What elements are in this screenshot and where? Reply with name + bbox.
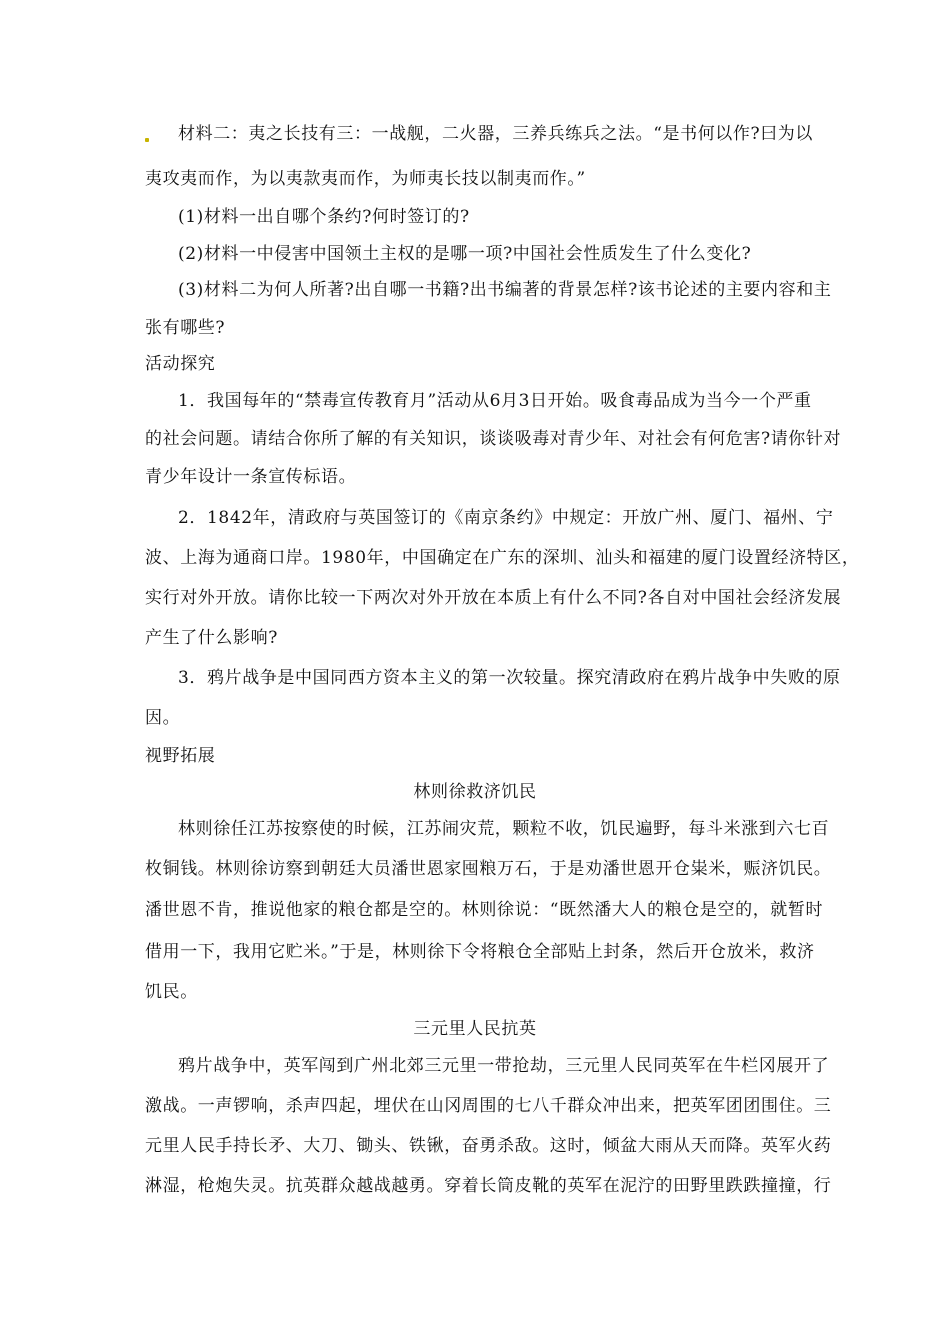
story-1-line-3: 潘世恩不肯，推说他家的粮仓都是空的。林则徐说：“既然潘大人的粮仓是空的，就暂时: [145, 900, 824, 920]
material-two-line-1: 材料二：夷之长技有三：一战舰，二火器，三养兵练兵之法。“是书何以作?曰为以: [178, 124, 814, 144]
activity-3-line-2: 因。: [145, 708, 181, 728]
material-two-line-2: 夷攻夷而作，为以夷款夷而作，为师夷长技以制夷而作。”: [145, 169, 586, 189]
section-heading-extension: 视野拓展: [145, 746, 216, 766]
story-1-title: 林则徐救济饥民: [413, 782, 537, 802]
activity-3-line-1: 3．鸦片战争是中国同西方资本主义的第一次较量。探究清政府在鸦片战争中失败的原: [178, 668, 841, 688]
question-2: (2)材料一中侵害中国领土主权的是哪一项?中国社会性质发生了什么变化?: [178, 244, 752, 264]
story-1-line-2: 枚铜钱。林则徐访察到朝廷大员潘世恩家囤粮万石，于是劝潘世恩开仓粜米，赈济饥民。: [145, 859, 832, 879]
question-3-line-1: (3)材料二为何人所著?出自哪一书籍?出书编著的背景怎样?该书论述的主要内容和主: [178, 280, 832, 300]
story-1-line-1: 林则徐任江苏按察使的时候，江苏闹灾荒，颗粒不收，饥民遍野，每斗米涨到六七百: [178, 819, 830, 839]
activity-1-line-2: 的社会问题。请结合你所了解的有关知识，谈谈吸毒对青少年、对社会有何危害?请你针对: [145, 429, 842, 449]
story-2-title: 三元里人民抗英: [413, 1019, 537, 1039]
speck-mark: [145, 138, 149, 142]
question-1: (1)材料一出自哪个条约?何时签订的?: [178, 207, 470, 227]
activity-2-line-1: 2．1842年，清政府与英国签订的《南京条约》中规定：开放广州、厦门、福州、宁: [178, 508, 834, 528]
story-1-line-5: 饥民。: [145, 982, 198, 1002]
section-heading-activity: 活动探究: [145, 354, 216, 374]
story-2-line-3: 元里人民手持长矛、大刀、锄头、铁锹，奋勇杀敌。这时，倾盆大雨从天而降。英军火药: [145, 1136, 832, 1156]
activity-2-line-2: 波、上海为通商口岸。1980年，中国确定在广东的深圳、汕头和福建的厦门设置经济特区，: [145, 548, 860, 568]
story-2-line-4: 淋湿，枪炮失灵。抗英群众越战越勇。穿着长筒皮靴的英军在泥泞的田野里跌跌撞撞，行: [145, 1176, 832, 1196]
question-3-line-2: 张有哪些?: [145, 318, 226, 338]
story-1-line-4: 借用一下，我用它贮米。”于是，林则徐下令将粮仓全部贴上封条，然后开仓放米，救济: [145, 942, 815, 962]
activity-2-line-3: 实行对外开放。请你比较一下两次对外开放在本质上有什么不同?各自对中国社会经济发展: [145, 588, 842, 608]
activity-1-line-1: 1．我国每年的“禁毒宣传教育月”活动从6月3日开始。吸食毒品成为当今一个严重: [178, 391, 812, 411]
story-2-line-1: 鸦片战争中，英军闯到广州北郊三元里一带抢劫，三元里人民同英军在牛栏冈展开了: [178, 1056, 830, 1076]
activity-1-line-3: 青少年设计一条宣传标语。: [145, 467, 357, 487]
activity-2-line-4: 产生了什么影响?: [145, 628, 278, 648]
story-2-line-2: 激战。一声锣响，杀声四起，埋伏在山冈周围的七八千群众冲出来，把英军团团围住。三: [145, 1096, 832, 1116]
